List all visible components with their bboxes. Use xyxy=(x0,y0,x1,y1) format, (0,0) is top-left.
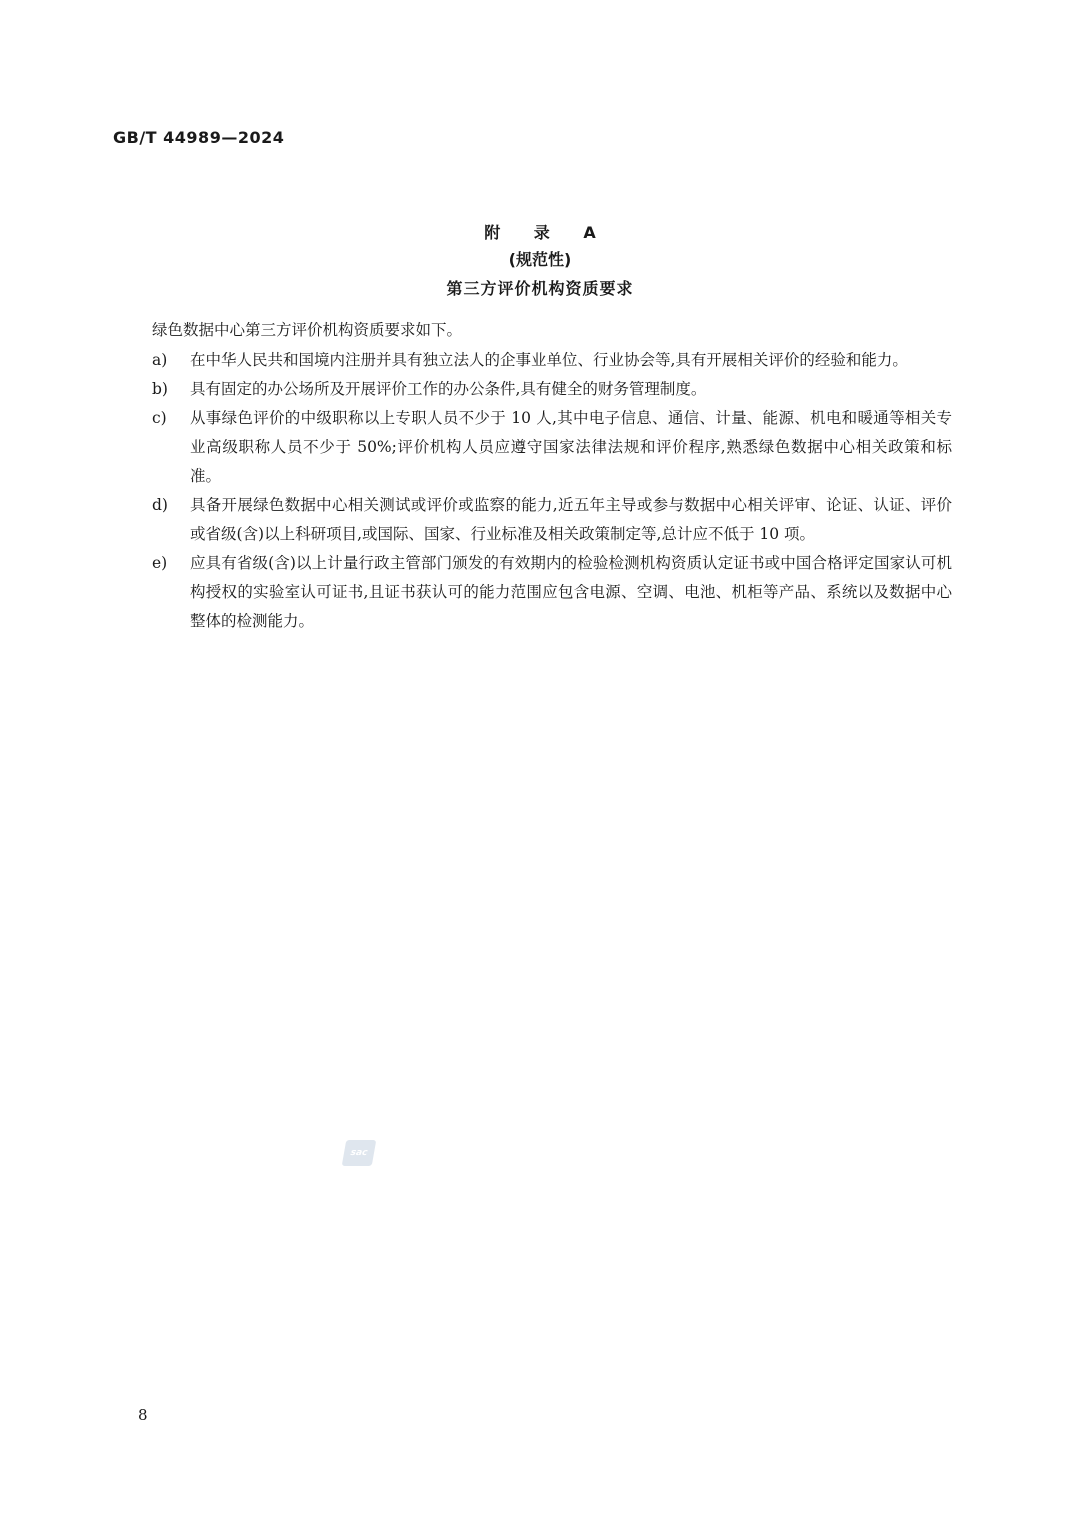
list-item xyxy=(152,375,952,404)
list-item-label: b) xyxy=(152,380,168,398)
list-item xyxy=(152,491,952,549)
annex-subject: 第三方评价机构资质要求 xyxy=(446,279,634,298)
sac-watermark-logo xyxy=(342,1140,377,1166)
intro-paragraph: 绿色数据中心第三方评价机构资质要求如下。 xyxy=(152,321,463,339)
list-item xyxy=(152,549,952,636)
list-item-text: 从事绿色评价的中级职称以上专职人员不少于 10 人,其中电子信息、通信、计量、能源、机电和暖通等相关专业高级职称人员不少于 50%;评价机构人员应遵守国家法律法规和评价程序,熟悉绿色数据中心相关政策和标准。 xyxy=(190,409,952,485)
list-item-text: 具备开展绿色数据中心相关测试或评价或监察的能力,近五年主导或参与数据中心相关评审、论证、认证、评价或省级(含)以上科研项目,或国际、国家、行业标准及相关政策制定等,总计应不低于 10 项。 xyxy=(190,496,952,543)
list-item xyxy=(152,404,952,491)
annex-heading xyxy=(0,220,1080,304)
list-item-text: 应具有省级(含)以上计量行政主管部门颁发的有效期内的检验检测机构资质认定证书或中国合格评定国家认可机构授权的实验室认可证书,且证书获认可的能力范围应包含电源、空调、电池、机柜等产品、系统以及数据中心整体的检测能力。 xyxy=(190,554,952,630)
annex-title: 附 录 A xyxy=(484,223,610,242)
list-item-label: a) xyxy=(152,351,168,369)
list-item-text: 在中华人民共和国境内注册并具有独立法人的企事业单位、行业协会等,具有开展相关评价的经验和能力。 xyxy=(190,351,908,369)
watermark-text: sac xyxy=(349,1148,369,1158)
requirements-body xyxy=(152,316,952,636)
list-item-label: d) xyxy=(152,496,168,514)
page-number: 8 xyxy=(138,1406,148,1424)
list-item-text: 具有固定的办公场所及开展评价工作的办公条件,具有健全的财务管理制度。 xyxy=(190,380,707,398)
list-item xyxy=(152,346,952,375)
list-item-label: c) xyxy=(152,409,167,427)
standard-code: GB/T 44989—2024 xyxy=(113,128,285,147)
annex-type: (规范性) xyxy=(508,250,572,269)
list-item-label: e) xyxy=(152,554,168,572)
